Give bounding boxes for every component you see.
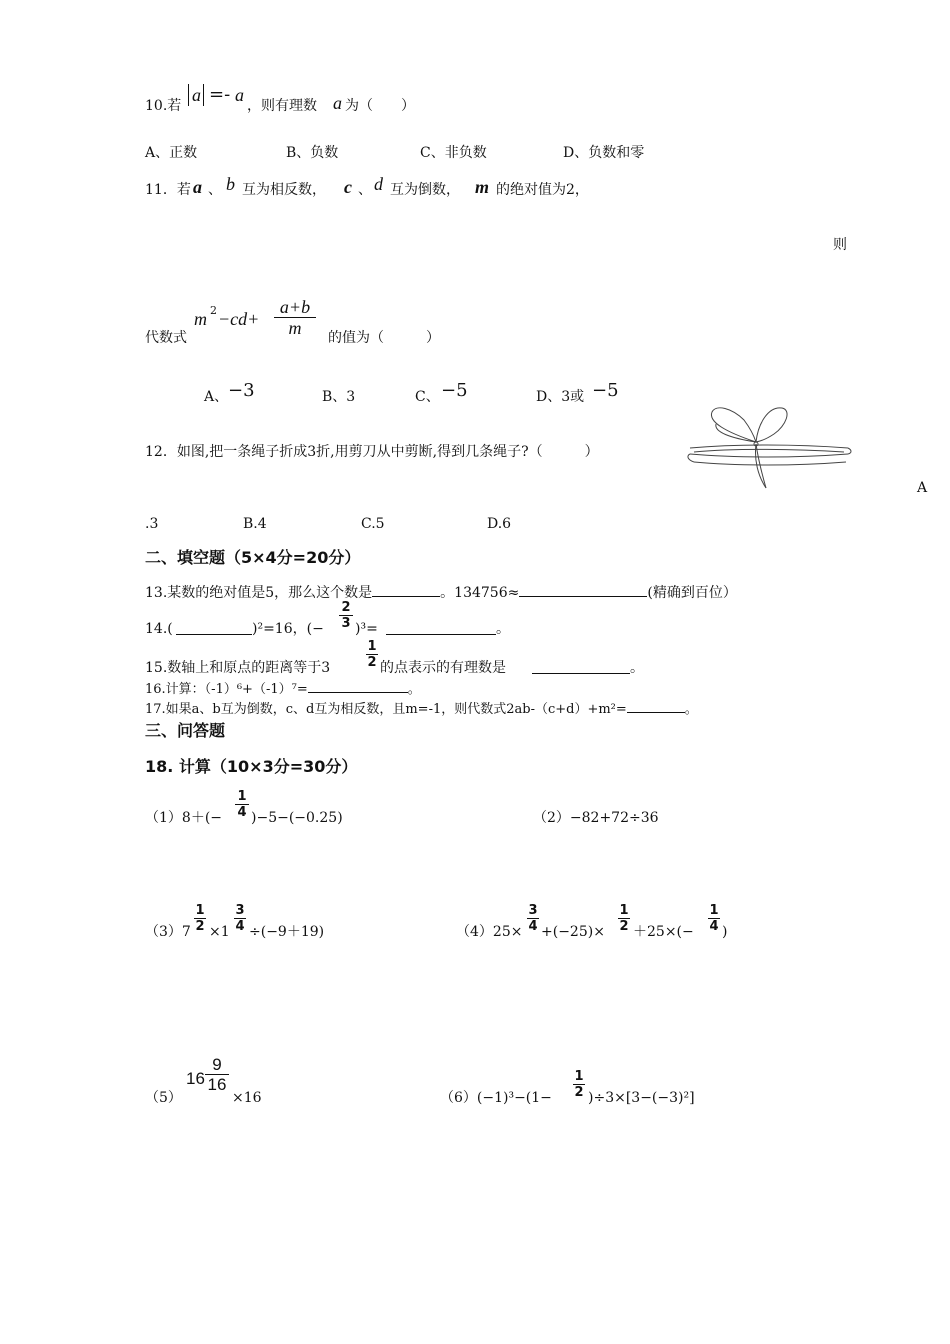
q17-text: 17.如果a、b互为倒数，c、d互为相反数，且m=-1，则代数式2ab-（c+d）+m²= <box>145 702 627 717</box>
q11-text3: 互为倒数， <box>390 182 460 198</box>
q10-a2: a <box>235 85 244 105</box>
q14-text-a: 14.( <box>145 621 173 637</box>
p1-frac-num: 1 <box>237 789 247 804</box>
q14-frac-num: 2 <box>341 600 351 615</box>
q11-var-m: m <box>475 177 490 197</box>
p1-text-b: )−5−(−0.25) <box>251 810 343 826</box>
q14-blank-1[interactable] <box>176 622 252 635</box>
q10-a3: a <box>333 93 342 113</box>
q14-blank-2[interactable] <box>386 622 496 635</box>
q15-fraction <box>366 640 378 669</box>
q15-text-a: 15.数轴上和原点的距离等于3 <box>145 660 331 676</box>
q12-a-letter: A <box>917 480 928 496</box>
p1-frac-den: 4 <box>237 805 247 820</box>
p3-text-a: （3）7 <box>145 924 191 940</box>
p6-frac-den: 2 <box>574 1085 584 1100</box>
p3-text-b: ×1 <box>209 924 230 940</box>
q10-suffix: 为（ ） <box>345 98 415 114</box>
p4-frac1-den: 4 <box>528 919 538 934</box>
q15-frac-den: 2 <box>367 655 377 670</box>
q11-sep1: 、 <box>208 182 222 198</box>
q11-var-a: a <box>193 177 202 197</box>
p5-text-b: ×16 <box>232 1090 262 1106</box>
q14-text-c: )³= <box>355 621 378 637</box>
q15-text-b: 的点表示的有理数是 <box>380 660 506 676</box>
q12-option-b: B.4 <box>243 516 267 532</box>
q13-line <box>145 584 737 600</box>
p4-text-b: +(−25)× <box>541 924 605 940</box>
p6-fraction <box>573 1070 585 1099</box>
p4-frac2-den: 2 <box>619 919 629 934</box>
q11-opt-b: B、3 <box>322 389 356 405</box>
q14-frac-den: 3 <box>341 616 351 631</box>
q11-text2: 互为相反数， <box>242 182 326 198</box>
p3-text-c: ÷(−9＋19) <box>249 924 325 940</box>
p1-fraction <box>235 790 249 819</box>
q11-text1: 11．若 <box>145 182 191 198</box>
q11-var-d: d <box>374 174 383 194</box>
p6-text-b: )÷3×[3−(−3)²] <box>588 1090 695 1106</box>
q17-blank[interactable] <box>627 701 685 713</box>
p6-frac-num: 1 <box>574 1069 584 1084</box>
q11-expr-fraction <box>274 298 316 337</box>
q11-opt-d-val: −5 <box>592 380 619 401</box>
p4-fraction-1 <box>527 904 539 933</box>
q17-line <box>145 701 698 716</box>
p3-frac1-num: 1 <box>195 903 205 918</box>
q10-prefix: 10.若 <box>145 98 182 114</box>
p4-fraction-2 <box>618 904 630 933</box>
q10-option-d: D、负数和零 <box>563 145 645 161</box>
q11-expr-mid: −cd+ <box>218 309 260 329</box>
q10-mid: ，则有理数 <box>247 98 317 114</box>
p4-fraction-3 <box>708 904 720 933</box>
p3-fraction-1 <box>194 904 206 933</box>
p5-frac-num: 9 <box>212 1055 222 1074</box>
q10-abs-bar-right <box>203 84 204 106</box>
p1-text-a: （1）8＋(− <box>145 810 223 826</box>
p5-whole: 16 <box>186 1069 205 1088</box>
q10-abs-a: a <box>192 85 201 105</box>
q12-text: 12．如图,把一条绳子折成3折,用剪刀从中剪断,得到几条绳子?（ ） <box>145 444 599 460</box>
p4-frac1-num: 3 <box>528 903 538 918</box>
q13-blank-1[interactable] <box>372 584 440 597</box>
q13-text-a: 13.某数的绝对值是5，那么这个数是 <box>145 585 373 601</box>
q17-end: 。 <box>684 702 698 717</box>
q11-opt-d-label: D、3或 <box>536 389 585 405</box>
p3-fraction-2 <box>234 904 246 933</box>
q12-option-d: D.6 <box>487 516 512 532</box>
q11-daishu-label: 代数式 <box>145 330 187 346</box>
q11-sep2: 、 <box>358 182 372 198</box>
p3-frac1-den: 2 <box>195 919 205 934</box>
p3-frac2-num: 3 <box>235 903 245 918</box>
q10-abs-bar-left <box>188 84 189 106</box>
q16-blank[interactable] <box>308 681 408 693</box>
q12-option-c: C.5 <box>361 516 385 532</box>
q11-var-b: b <box>226 174 235 194</box>
q11-text4: 的绝对值为2， <box>496 182 589 198</box>
q11-zhiwei: 的值为（ ） <box>328 330 440 346</box>
p4-frac2-num: 1 <box>619 903 629 918</box>
q11-frac-den: m <box>288 318 302 338</box>
scissors-rope-illustration <box>686 402 852 494</box>
section3-title: 三、问答题 <box>145 721 226 740</box>
p5-frac-den: 16 <box>207 1075 227 1094</box>
q11-opt-c-label: C、 <box>415 389 440 405</box>
q11-opt-a-label: A、 <box>204 389 229 405</box>
q16-line <box>145 681 421 696</box>
q11-opt-a-val: −3 <box>228 380 255 401</box>
q10-equals: =- <box>209 84 231 105</box>
p5-fraction <box>205 1056 229 1093</box>
q16-text: 16.计算：（-1）⁶+（-1）⁷= <box>145 682 308 697</box>
q11-expr-m: m <box>194 309 207 329</box>
q11-ze: 则 <box>833 237 847 253</box>
section2-title: 二、填空题（5×4分=20分） <box>145 548 361 567</box>
p4-frac3-den: 4 <box>709 919 719 934</box>
q11-opt-c-val: −5 <box>441 380 468 401</box>
q13-text-b: 。134756≈ <box>440 585 520 601</box>
q13-blank-2[interactable] <box>519 584 647 597</box>
q15-text-c: 。 <box>630 660 644 676</box>
p5-text-a: （5） <box>145 1090 182 1106</box>
q10-option-c: C、非负数 <box>420 145 487 161</box>
p4-frac3-num: 1 <box>709 903 719 918</box>
q15-frac-num: 1 <box>367 639 377 654</box>
p2-text: （2）−82+72÷36 <box>533 810 659 826</box>
q18-title: 18. 计算（10×3分=30分） <box>145 757 358 776</box>
q14-fraction <box>339 601 353 630</box>
q13-text-c: (精确到百位） <box>647 585 737 601</box>
q10-option-a: A、正数 <box>145 145 198 161</box>
p4-text-c: ＋25×(− <box>633 924 694 940</box>
q11-expr-sup: 2 <box>210 304 217 317</box>
p3-frac2-den: 4 <box>235 919 245 934</box>
p6-text-a: （6）(−1)³−(1− <box>440 1090 552 1106</box>
q14-text-d: 。 <box>496 621 510 637</box>
q11-var-c: c <box>344 177 352 197</box>
q15-blank[interactable] <box>532 661 630 674</box>
p4-text-a: （4）25× <box>456 924 523 940</box>
q10-option-b: B、负数 <box>286 145 339 161</box>
q12-option-a: .3 <box>145 516 159 532</box>
q16-end: 。 <box>407 682 421 697</box>
q11-frac-num: a+b <box>279 297 311 317</box>
p4-text-d: ) <box>722 924 728 940</box>
q14-text-b: )²=16，(− <box>252 621 324 637</box>
